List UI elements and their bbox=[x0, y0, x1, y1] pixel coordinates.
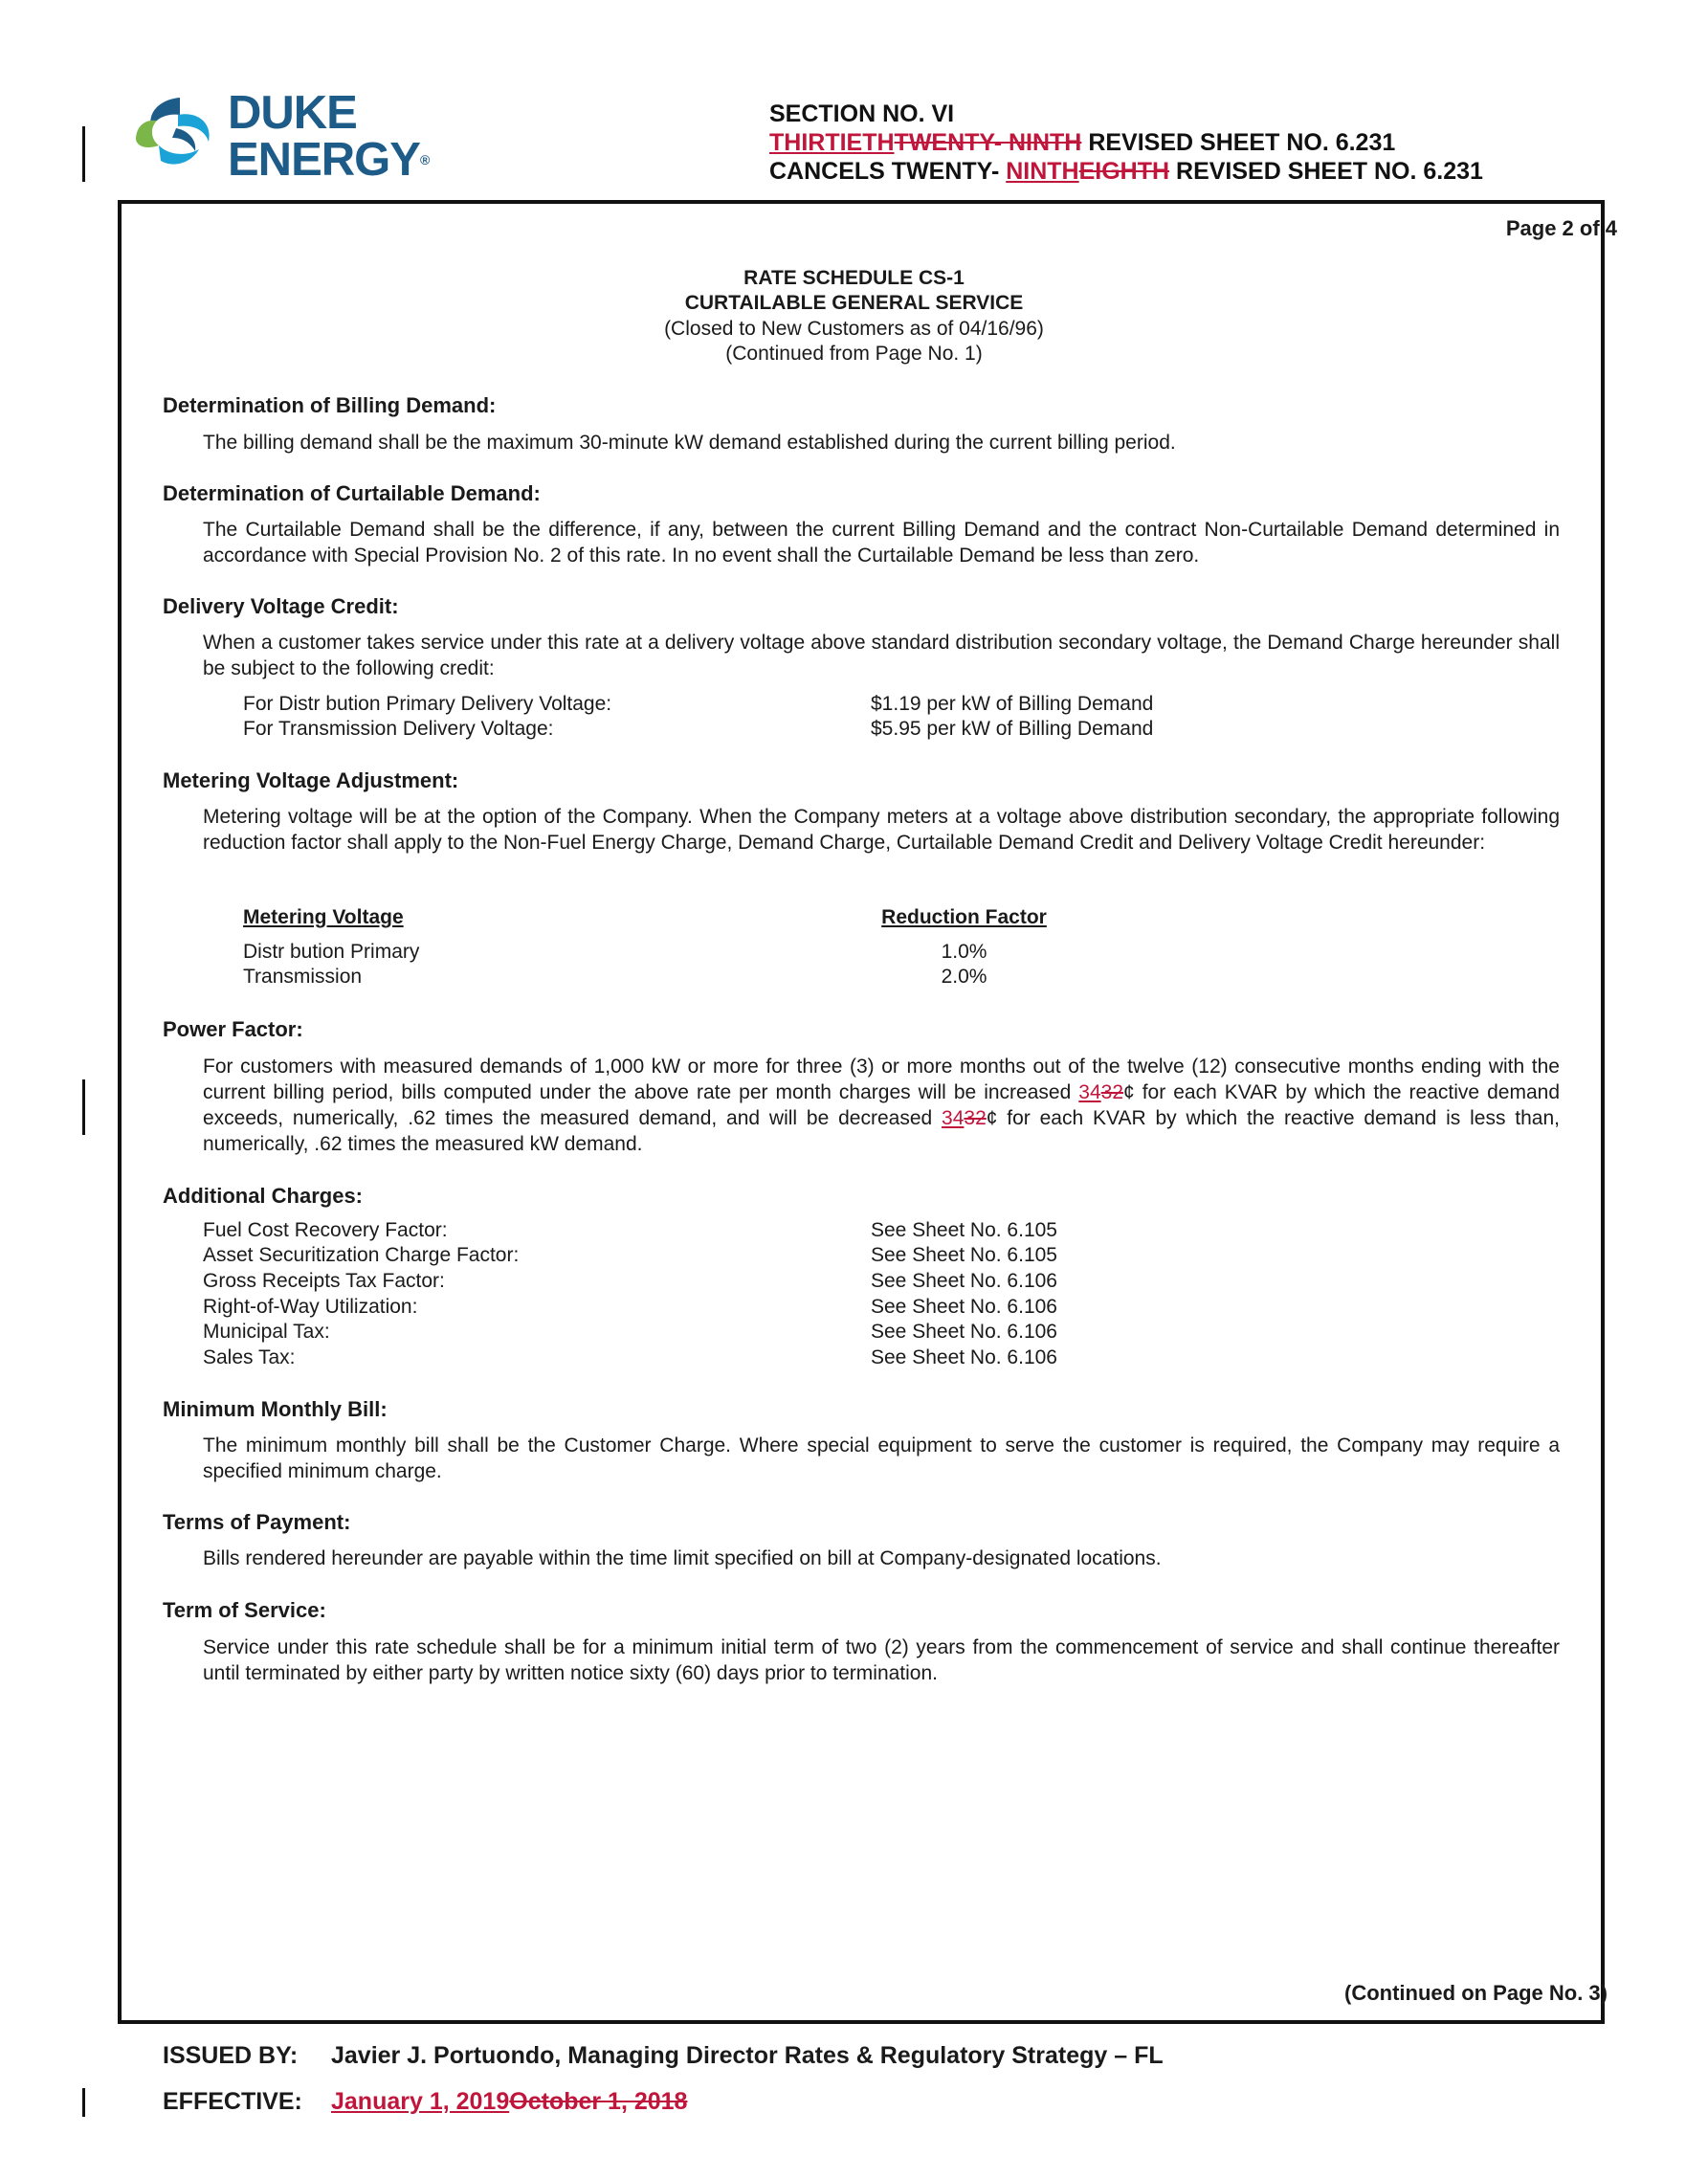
minimum-bill-text: The minimum monthly bill shall be the Customer Charge. Where special equipment to serve the customer is required, the Company may require a specified minimum charge. bbox=[203, 1434, 1560, 1482]
minimum-bill-heading: Minimum Monthly Bill: bbox=[163, 1397, 388, 1421]
charge-label: Fuel Cost Recovery Factor: bbox=[203, 1219, 448, 1241]
cancels-inserted: NINTH bbox=[1006, 158, 1079, 185]
delivery-row-value: $1.19 per kW of Billing Demand bbox=[871, 693, 1154, 715]
effective-label: EFFECTIVE: bbox=[163, 2088, 302, 2115]
charge-value: See Sheet No. 6.106 bbox=[871, 1296, 1057, 1318]
sheet-deleted: TWENTY- NINTH bbox=[894, 129, 1082, 156]
delivery-voltage-text: When a customer takes service under this rate at a delivery voltage above standard distribution secondary voltage, the Demand Charge hereunder shall be subject to the following credit: bbox=[203, 632, 1560, 679]
billing-demand-text: The billing demand shall be the maximum 30-minute kW demand established during the current billing period. bbox=[203, 432, 1176, 454]
power-factor-text bbox=[203, 1054, 1560, 1157]
term-service-heading: Term of Service: bbox=[163, 1598, 326, 1622]
metering-row-label: Transmission bbox=[243, 966, 363, 988]
billing-demand-heading: Determination of Billing Demand: bbox=[163, 393, 497, 417]
issued-by-value: Javier J. Portuondo, Managing Director Rates & Regulatory Strategy – FL bbox=[331, 2042, 1164, 2069]
continued-on: (Continued on Page No. 3) bbox=[1344, 1981, 1608, 2005]
charge-label: Gross Receipts Tax Factor: bbox=[203, 1270, 445, 1292]
charge-value: See Sheet No. 6.106 bbox=[871, 1321, 1057, 1343]
charge-value: See Sheet No. 6.106 bbox=[871, 1346, 1057, 1368]
terms-payment-text: Bills rendered hereunder are payable within the time limit specified on bill at Company-designated locations. bbox=[203, 1547, 1162, 1569]
term-service-text: Service under this rate schedule shall be for a minimum initial term of two (2) years from the commencement of service and shall continue thereafter until terminated by either party by written notice sixty (60) days prior to termination. bbox=[203, 1636, 1560, 1684]
metering-row-label: Distr bution Primary bbox=[243, 941, 420, 963]
continued-from: (Continued from Page No. 1) bbox=[725, 343, 983, 365]
power-factor-part3: ¢ for each KVAR by which the reactive demand is less than, numerically, .62 times the measured kW demand. bbox=[203, 1107, 1561, 1155]
charge-value: See Sheet No. 6.105 bbox=[871, 1244, 1057, 1266]
charge-label: Sales Tax: bbox=[203, 1346, 296, 1368]
rate-schedule-title: RATE SCHEDULE CS-1 bbox=[743, 267, 965, 289]
metering-row-value: 2.0% bbox=[941, 966, 987, 988]
metering-col-header: Metering Voltage bbox=[243, 906, 404, 928]
metering-row-value: 1.0% bbox=[941, 941, 987, 963]
cancels-sheet-line bbox=[769, 158, 1483, 186]
metering-text: Metering voltage will be at the option of the Company. When the Company meters at a voltage above distribution secondary, the appropriate following reduction factor shall apply to the Non-Fuel Energy Charge, Demand Charge, Curtailable Demand Credit and Delivery Voltage Credit hereunder: bbox=[203, 806, 1560, 854]
duke-energy-logo-icon bbox=[130, 92, 226, 188]
duke-energy-logo bbox=[130, 87, 436, 188]
delivery-row-label: For Distr bution Primary Delivery Voltage: bbox=[243, 693, 612, 715]
cancels-rest: REVISED SHEET NO. 6.231 bbox=[1169, 158, 1483, 185]
power-factor-heading: Power Factor: bbox=[163, 1017, 303, 1041]
sheet-rest: REVISED SHEET NO. 6.231 bbox=[1081, 129, 1396, 156]
pf-inserted-2: 34 bbox=[942, 1107, 965, 1129]
revised-sheet-line bbox=[769, 129, 1395, 157]
power-factor-part2: ¢ for each KVAR by which the reactive demand exceeds, numerically, .62 times the measured demand, and will be decreased bbox=[203, 1081, 1560, 1129]
delivery-row-label: For Transmission Delivery Voltage: bbox=[243, 718, 554, 740]
curtailable-demand-heading: Determination of Curtailable Demand: bbox=[163, 481, 541, 505]
reduction-col-header: Reduction Factor bbox=[881, 906, 1047, 928]
logo-line1: DUKE bbox=[228, 87, 357, 139]
effective-value bbox=[331, 2088, 687, 2116]
charge-label: Asset Securitization Charge Factor: bbox=[203, 1244, 520, 1266]
charge-value: See Sheet No. 6.105 bbox=[871, 1219, 1057, 1241]
section-number: SECTION NO. VI bbox=[769, 100, 955, 127]
charge-value: See Sheet No. 6.106 bbox=[871, 1270, 1057, 1292]
change-bar-effective bbox=[82, 2088, 85, 2117]
cancels-prefix: CANCELS TWENTY- bbox=[769, 158, 1007, 185]
effective-deleted: October 1, 2018 bbox=[509, 2088, 688, 2115]
effective-inserted: January 1, 2019 bbox=[331, 2088, 510, 2115]
power-factor-part1: For customers with measured demands of 1,000 kW or more for three (3) or more months out of the twelve (12) consecutive months ending with the current billing period, bills computed under the above rate per month charges will be increased bbox=[203, 1056, 1560, 1103]
delivery-voltage-heading: Delivery Voltage Credit: bbox=[163, 594, 399, 618]
service-title: CURTAILABLE GENERAL SERVICE bbox=[684, 292, 1024, 314]
pf-deleted-1: 32 bbox=[1100, 1081, 1123, 1103]
issued-by-label: ISSUED BY: bbox=[163, 2042, 299, 2069]
page-number: Page 2 of 4 bbox=[1505, 216, 1617, 240]
change-bar-power-factor bbox=[82, 1079, 85, 1135]
cancels-deleted: EIGHTH bbox=[1078, 158, 1170, 185]
charge-label: Municipal Tax: bbox=[203, 1321, 330, 1343]
pf-deleted-2: 32 bbox=[964, 1107, 987, 1129]
metering-heading: Metering Voltage Adjustment: bbox=[163, 768, 459, 792]
logo-line2: ENERGY bbox=[228, 134, 420, 186]
terms-payment-heading: Terms of Payment: bbox=[163, 1510, 351, 1534]
curtailable-demand-text: The Curtailable Demand shall be the difference, if any, between the current Billing Demand and the contract Non-Curtailable Demand determined in accordance with Special Provision No. 2 of this rate. In no event shall the Curtailable Demand be less than zero. bbox=[203, 519, 1560, 567]
additional-charges-heading: Additional Charges: bbox=[163, 1184, 364, 1208]
sheet-inserted: THIRTIETH bbox=[769, 129, 895, 156]
delivery-row-value: $5.95 per kW of Billing Demand bbox=[871, 718, 1154, 740]
pf-inserted-1: 34 bbox=[1078, 1081, 1101, 1103]
logo-reg-mark: ® bbox=[419, 152, 431, 167]
closed-note: (Closed to New Customers as of 04/16/96) bbox=[664, 318, 1044, 340]
charge-label: Right-of-Way Utilization: bbox=[203, 1296, 418, 1318]
change-bar-header bbox=[82, 126, 85, 182]
